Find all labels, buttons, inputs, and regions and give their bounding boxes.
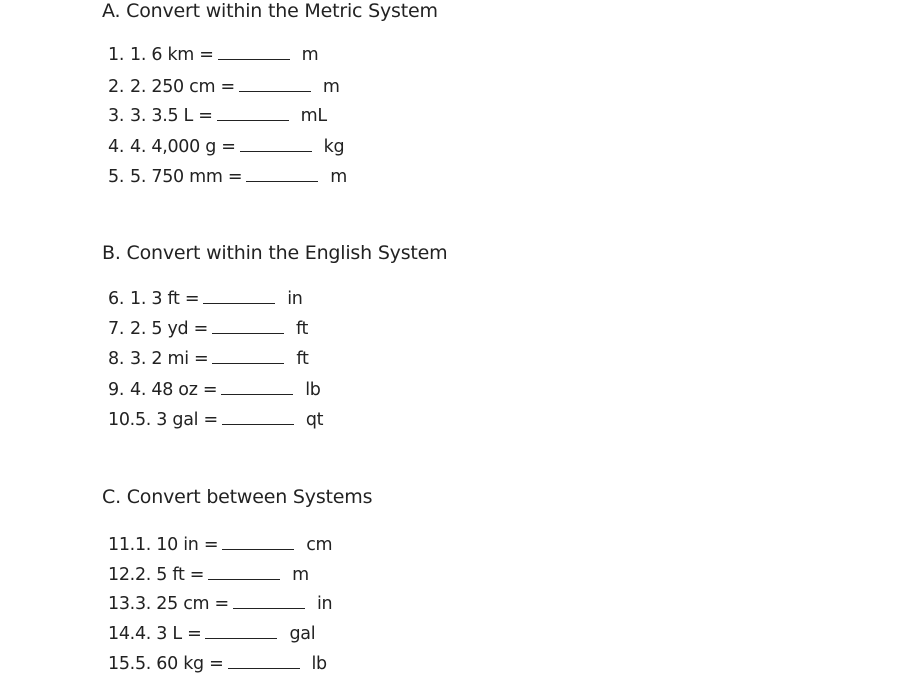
answer-blank[interactable] — [239, 90, 311, 92]
answer-blank[interactable] — [203, 302, 275, 304]
problem-text: 5. 750 mm = — [130, 167, 243, 187]
problem-item — [108, 167, 347, 187]
unit-label: m — [301, 45, 319, 65]
problem-number: 5. — [108, 167, 125, 187]
problem-item — [108, 77, 340, 97]
problem-text: 4. 4,000 g = — [130, 137, 236, 157]
answer-blank[interactable] — [212, 362, 284, 364]
problem-text: 3. 3.5 L = — [130, 106, 213, 126]
unit-label: m — [322, 77, 340, 97]
problem-text: 3. 2 mi = — [130, 349, 209, 369]
problem-item — [108, 319, 308, 339]
problem-item — [108, 380, 321, 400]
answer-blank[interactable] — [212, 332, 284, 334]
answer-blank[interactable] — [233, 607, 305, 609]
section-heading: C. Convert between Systems — [102, 486, 373, 508]
problem-number: 12. — [108, 565, 135, 585]
problem-number: 6. — [108, 289, 125, 309]
problem-item — [108, 106, 327, 126]
answer-blank[interactable] — [246, 180, 318, 182]
problem-number: 4. — [108, 137, 125, 157]
problem-item — [108, 45, 318, 65]
problem-text: 1. 10 in = — [134, 535, 219, 555]
problem-item — [108, 654, 327, 674]
answer-blank[interactable] — [218, 58, 290, 60]
unit-label: cm — [306, 535, 333, 555]
section-heading: A. Convert within the Metric System — [102, 0, 438, 22]
problem-number: 8. — [108, 349, 125, 369]
unit-label: lb — [305, 380, 321, 400]
problem-text: 1. 3 ft = — [130, 289, 200, 309]
unit-label: ft — [296, 349, 309, 369]
problem-item — [108, 594, 332, 614]
problem-text: 4. 3 L = — [134, 624, 202, 644]
section-heading: B. Convert within the English System — [102, 242, 448, 264]
problem-item — [108, 137, 344, 157]
answer-blank[interactable] — [222, 423, 294, 425]
unit-label: ft — [295, 319, 309, 339]
problem-number: 11. — [108, 535, 135, 555]
unit-label: qt — [305, 410, 324, 430]
answer-blank[interactable] — [221, 393, 293, 395]
unit-label: m — [292, 565, 309, 585]
problem-number: 1. — [108, 45, 125, 65]
problem-number: 10. — [108, 410, 135, 430]
problem-number: 15. — [108, 654, 135, 674]
unit-label: gal — [289, 624, 316, 644]
problem-number: 7. — [108, 319, 125, 339]
problem-text: 5. 3 gal = — [134, 410, 218, 430]
problem-text: 1. 6 km = — [130, 45, 214, 65]
problem-item — [108, 349, 309, 369]
problem-item — [108, 410, 323, 430]
problem-text: 5. 60 kg = — [134, 654, 224, 674]
problem-item — [108, 565, 309, 585]
problem-item — [108, 289, 303, 309]
problem-number: 3. — [108, 106, 125, 126]
unit-label: kg — [323, 137, 345, 157]
problem-number: 2. — [108, 77, 125, 97]
unit-label: mL — [300, 106, 327, 126]
problem-number: 13. — [108, 594, 135, 614]
unit-label: lb — [311, 654, 327, 674]
problem-item — [108, 624, 315, 644]
problem-text: 3. 25 cm = — [134, 594, 229, 614]
answer-blank[interactable] — [205, 637, 277, 639]
unit-label: in — [316, 594, 333, 614]
problem-text: 2. 5 ft = — [134, 565, 205, 585]
answer-blank[interactable] — [240, 150, 312, 152]
problem-number: 9. — [108, 380, 125, 400]
unit-label: in — [287, 289, 303, 309]
problem-number: 14. — [108, 624, 135, 644]
problem-item — [108, 535, 332, 555]
problem-text: 4. 48 oz = — [130, 380, 218, 400]
unit-label: m — [330, 167, 347, 187]
problem-text: 2. 250 cm = — [130, 77, 235, 97]
answer-blank[interactable] — [217, 119, 289, 121]
answer-blank[interactable] — [228, 667, 300, 669]
answer-blank[interactable] — [208, 578, 280, 580]
answer-blank[interactable] — [222, 548, 294, 550]
problem-text: 2. 5 yd = — [130, 319, 208, 339]
